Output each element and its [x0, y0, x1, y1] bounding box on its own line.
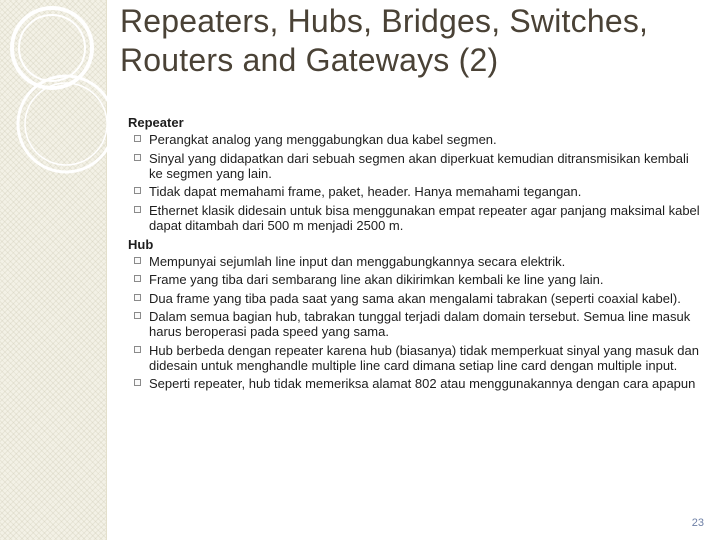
bullet-square-icon [134, 275, 141, 282]
slide-content [128, 113, 703, 395]
section-heading-hub: Hub [128, 236, 154, 252]
bullet-square-icon [134, 154, 141, 161]
bullet-square-icon [134, 346, 141, 353]
bullet-square-icon [134, 379, 141, 386]
list-item [128, 132, 703, 147]
decorative-circles [0, 0, 130, 190]
bullet-square-icon [134, 206, 141, 213]
list-item-text: Mempunyai sejumlah line input dan menggabungkannya secara elektrik. [149, 253, 566, 269]
list-item [128, 343, 703, 373]
list-item-text: Frame yang tiba dari sembarang line akan dikirimkan kembali ke line yang lain. [149, 272, 604, 287]
bullet-square-icon [134, 257, 141, 264]
list-item-text: Perangkat analog yang menggabungkan dua kabel segmen. [149, 132, 497, 147]
section-heading-repeater: Repeater [128, 115, 184, 130]
bullet-square-icon [134, 187, 141, 194]
list-item [128, 184, 703, 199]
list-item [128, 254, 703, 269]
slide-title: Repeaters, Hubs, Bridges, Switches, Routers and Gateways (2) [120, 3, 649, 78]
repeater-bullet-list [128, 132, 703, 233]
list-item [128, 151, 703, 181]
bullet-square-icon [134, 135, 141, 142]
list-item [128, 272, 703, 287]
list-item-text: Dua frame yang tiba pada saat yang sama akan mengalami tabrakan (seperti coaxial kabel). [149, 290, 681, 306]
bullet-square-icon [134, 294, 141, 301]
list-item [128, 203, 703, 233]
page-number: 23 [691, 517, 704, 529]
list-item-text: Ethernet klasik didesain untuk bisa menggunakan empat repeater agar panjang maksimal kabel dapat ditambah dari 500 m menjadi 2500 m. [149, 202, 700, 233]
list-item-text: Hub berbeda dengan repeater karena hub (biasanya) tidak memperkuat sinyal yang masuk dan didesain untuk menghandle multiple line card dimana setiap line card dengan multiple input. [149, 342, 699, 373]
bullet-square-icon [134, 312, 141, 319]
list-item-text: Sinyal yang didapatkan dari sebuah segmen akan diperkuat kemudian ditransmisikan kembali ke segmen yang lain. [149, 150, 689, 181]
list-item-text: Tidak dapat memahami frame, paket, header. Hanya memahami tegangan. [149, 184, 582, 199]
list-item-text: Seperti repeater, hub tidak memeriksa alamat 802 atau menggunakannya dengan cara apapun [149, 376, 696, 391]
list-item [128, 309, 703, 339]
list-item [128, 291, 703, 306]
list-item [128, 376, 703, 391]
list-item-text: Dalam semua bagian hub, tabrakan tunggal terjadi dalam domain tersebut. Semua line masuk harus beroperasi pada speed yang sama. [149, 309, 691, 339]
hub-bullet-list [128, 254, 703, 392]
